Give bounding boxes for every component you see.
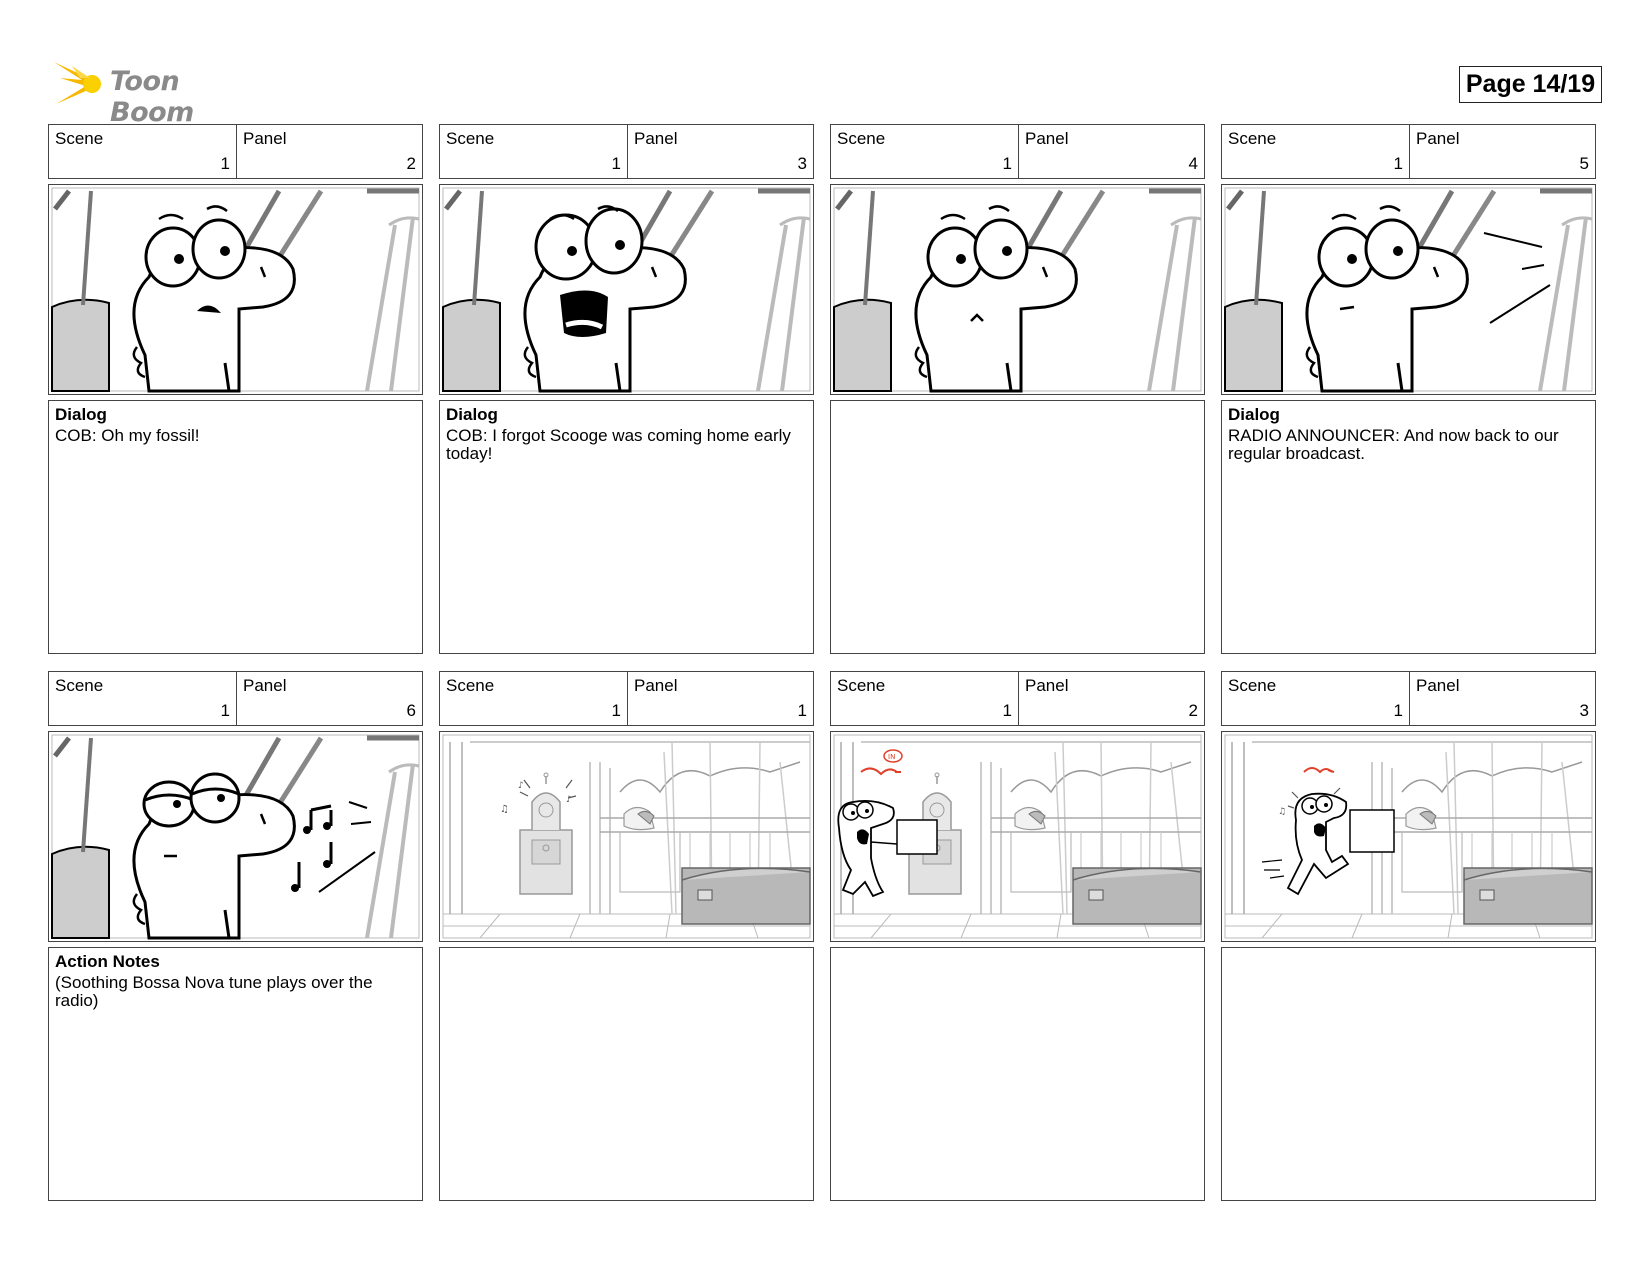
scene-number: 1	[1002, 701, 1012, 720]
notes-title: Dialog	[55, 405, 107, 424]
panel-cell	[237, 125, 422, 178]
panel-header	[830, 124, 1205, 179]
notes-text: COB: Oh my fossil!	[55, 426, 200, 445]
notes-text: RADIO ANNOUNCER: And now back to our regular broadcast.	[1228, 426, 1559, 463]
panel-label: Panel	[1416, 129, 1460, 148]
panel-notes[interactable]	[830, 400, 1205, 654]
scene-number: 1	[220, 154, 230, 173]
notes-text: COB: I forgot Scooge was coming home early today!	[446, 426, 791, 463]
scene-number: 1	[1393, 701, 1403, 720]
panel-notes[interactable]	[830, 947, 1205, 1201]
panel-notes[interactable]	[1221, 400, 1596, 654]
toon-boom-logo	[52, 56, 262, 128]
svg-text:♪: ♪	[566, 795, 572, 805]
panel-cell	[628, 672, 813, 725]
logo-starburst-icon	[52, 56, 108, 112]
panel-header	[48, 671, 423, 726]
svg-text:♫: ♫	[500, 804, 509, 815]
panel-header	[1221, 671, 1596, 726]
scene-label: Scene	[1228, 129, 1277, 148]
scene-cell	[440, 672, 628, 725]
page-number: Page 14/19	[1459, 66, 1602, 103]
logo-text: Toon Boom	[110, 66, 194, 128]
panel-cell	[1410, 125, 1595, 178]
notes-text: (Soothing Bossa Nova tune plays over the radio)	[55, 973, 373, 1010]
panel-cell	[628, 125, 813, 178]
scene-cell	[1222, 672, 1410, 725]
panel-number: 2	[406, 154, 416, 173]
scene-cell	[831, 125, 1019, 178]
svg-text:IN: IN	[888, 753, 896, 761]
panel-number: 4	[1188, 154, 1198, 173]
scene-cell	[49, 672, 237, 725]
panel-image-room-wide-cob-enters[interactable]	[830, 731, 1205, 942]
scene-label: Scene	[446, 676, 495, 695]
panel-notes[interactable]	[439, 947, 814, 1201]
panel-label: Panel	[1416, 676, 1460, 695]
panel-header	[1221, 124, 1596, 179]
scene-number: 1	[220, 701, 230, 720]
panel-number: 2	[1188, 701, 1198, 720]
panel-image-cob-closeup-music[interactable]	[48, 731, 423, 942]
panel-image-cob-closeup-surprised[interactable]	[48, 184, 423, 395]
scene-cell	[440, 125, 628, 178]
scene-number: 1	[1002, 154, 1012, 173]
scene-label: Scene	[55, 676, 104, 695]
panel-notes[interactable]	[48, 947, 423, 1201]
panel-header	[830, 671, 1205, 726]
scene-label: Scene	[837, 676, 886, 695]
panel-label: Panel	[634, 129, 678, 148]
scene-label: Scene	[837, 129, 886, 148]
panel-label: Panel	[243, 676, 287, 695]
panel-number: 3	[797, 154, 807, 173]
panel-image-cob-closeup-shouting[interactable]	[439, 184, 814, 395]
panel-cell	[237, 672, 422, 725]
panel-header	[439, 124, 814, 179]
panel-cell	[1410, 672, 1595, 725]
svg-text:♪: ♪	[518, 781, 524, 791]
notes-title: Dialog	[1228, 405, 1280, 424]
panel-cell	[1019, 672, 1204, 725]
notes-title: Action Notes	[55, 952, 160, 971]
panel-header	[48, 124, 423, 179]
svg-text:♫: ♫	[1278, 807, 1287, 817]
panel-notes[interactable]	[1221, 947, 1596, 1201]
scene-number: 1	[1393, 154, 1403, 173]
scene-number: 1	[611, 701, 621, 720]
panel-label: Panel	[1025, 676, 1069, 695]
scene-cell	[831, 672, 1019, 725]
panel-notes[interactable]	[439, 400, 814, 654]
scene-label: Scene	[1228, 676, 1277, 695]
panel-notes[interactable]	[48, 400, 423, 654]
scene-label: Scene	[446, 129, 495, 148]
scene-cell	[1222, 125, 1410, 178]
panel-number: 6	[406, 701, 416, 720]
panel-number: 1	[797, 701, 807, 720]
panel-label: Panel	[1025, 129, 1069, 148]
panel-image-room-wide-radio[interactable]	[439, 731, 814, 942]
panel-cell	[1019, 125, 1204, 178]
panel-header	[439, 671, 814, 726]
panel-number: 5	[1579, 154, 1589, 173]
panel-image-cob-closeup-listening[interactable]	[1221, 184, 1596, 395]
panel-label: Panel	[634, 676, 678, 695]
panel-image-cob-closeup-worried[interactable]	[830, 184, 1205, 395]
panel-label: Panel	[243, 129, 287, 148]
scene-cell	[49, 125, 237, 178]
scene-number: 1	[611, 154, 621, 173]
notes-title: Dialog	[446, 405, 498, 424]
scene-label: Scene	[55, 129, 104, 148]
panel-number: 3	[1579, 701, 1589, 720]
panel-image-room-wide-cob-runs[interactable]	[1221, 731, 1596, 942]
